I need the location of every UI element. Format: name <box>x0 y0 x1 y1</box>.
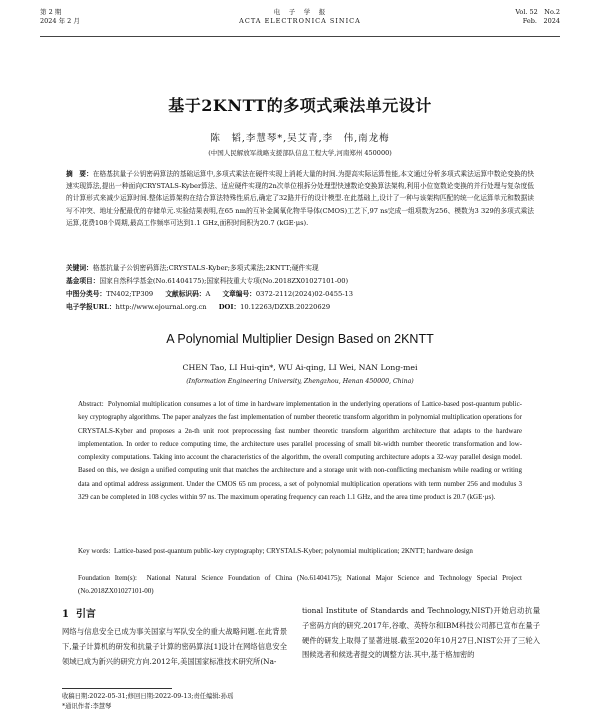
footnote-dates: 收稿日期:2022-05-31;修回日期:2022-09-13;责任编辑:孙瑶 <box>62 693 234 700</box>
header-center <box>40 8 560 26</box>
footnote <box>62 692 233 711</box>
abstract-en <box>78 398 522 504</box>
running-header <box>40 8 560 34</box>
abstract-en-label: Abstract: <box>78 400 104 408</box>
affiliation-cn: (中国人民解放军战略支援部队信息工程大学,河南郑州 450000) <box>208 149 392 157</box>
header-rule <box>40 36 560 37</box>
volume: Vol. 52 No.2 <box>515 8 560 16</box>
abstract-cn <box>66 168 534 229</box>
abstract-cn-text: 在格基抗量子公钥密码算法的基础运算中,多项式乘法在硬件实现上消耗大量的时间.为提高实际运算性能,本文通过分析多项式乘法运算中数论变换的快速实现算法,提出一种面向CRYSTALS-Kyber算法、适应硬件实现的2n次单位根拆分处理型快速数论变换算法架构,利用小位宽数论变换的并行处理与复杂度低的计算形式来减少运算时间.整体运算架构在结合算法特殊性质后,确定了32路并行的设计模型.在此基础上,设计了一种与该架构匹配的统一化运算单元和数据读写不冲突、地址分配最优的存储单元.实验结果表明,在65 nm的互补金属氧化物半导体(CMOS)工艺下,97 ns完成一组项数为256、模数为3 329的多项式乘法运算,花费108个周期,最高工作频率可达到1.1 GHz,面积时间积为20.7 (kGE·μs). <box>66 170 535 227</box>
fund-cn: 基金项目：国家自然科学基金(No.61404175);国家科技重大专项(No.2018ZX01027101-00) <box>66 277 349 285</box>
header-right <box>515 8 560 26</box>
authors-en: CHEN Tao, LI Hui-qin*, WU Ai-qing, LI Wei, NAN Long-mei <box>182 363 418 372</box>
keywords-en: Key words: Lattice-based post-quantum public-key cryptography; CRYSTALS-Kyber; polynomial multiplication; 2KNTT; hardware design <box>78 547 473 555</box>
url-doi-cn: 电子学报URL：http://www.ejournal.org.cn DOI：10.12263/DZXB.20220629 <box>66 303 331 311</box>
footnote-rule <box>62 688 172 689</box>
title-cn: 基于2KNTT的多项式乘法单元设计 <box>168 96 432 115</box>
abstract-cn-label: 摘 要： <box>66 170 93 178</box>
abstract-en-text: Polynomial multiplication consumes a lot of time in hardware implementation in the underlying operations of Lattice-based post-quantum public-key cryptography algorithms. The paper analyzes the fast implementation of number theoretic transform algorithm in polynomial multiplication operations for CRYSTALS-Kyber and proposes a 2n-th unit root preprocessing fast number theoretic transform algorithm architecture that adapts to the hardware implementation. In order to reduce computing time, the architecture uses parallel processing of small bit-width number theoretic transformation and low-complexity computations. Taking into account the characteristics of the algorithm, the overall computing architecture adopts a 32-way parallel design model. Based on this, we design a unified computing unit that matches the architecture and a storage unit with non-conflicting mechanism while reading or writing data and optimal address assignment. Under the CMOS 65 nm process, a set of polynomial multiplication operations with term number 256 and modulus 3 329 can be completed in 108 cycles within 97 ns. The maximum operating frequency can reach 1.1 GHz, and the area time product is 20.7 (kGE·μs). <box>78 400 523 502</box>
affiliation-en: (Information Engineering University, Zhengzhou, Henan 450000, China) <box>186 378 414 385</box>
issue-cn: 第 2 期 <box>40 8 62 16</box>
journal-url[interactable]: http://www.ejournal.org.cn <box>115 303 207 311</box>
classification-cn: 中图分类号：TN402;TP309 文献标识码：A 文章编号：0372-2112(2024)02-0455-13 <box>66 290 353 298</box>
date-en: Feb. 2024 <box>522 17 560 25</box>
journal-name-cn: 电 子 学 报 <box>273 8 327 16</box>
section-heading: 1 引言 <box>62 609 96 620</box>
keywords-cn: 关键词：格基抗量子公钥密码算法;CRYSTALS-Kyber;多项式乘法;2KNTT;硬件实现 <box>66 264 319 272</box>
date-cn: 2024 年 2 月 <box>40 17 80 25</box>
fund-en: Foundation Item(s): National Natural Science Foundation of China (No.61404175); National Major Science and Technology Special Project (No.2018ZX01027101-00) <box>78 574 523 596</box>
doi[interactable]: 10.12263/DZXB.20220629 <box>240 303 331 311</box>
body-right-column: tional Institute of Standards and Technology,NIST)开始启动抗量子密码方向的研究.2017年,谷歌、英特尔和IBM科技公司都已宣布在量子硬件的研发上取得了显著进展.截至2020年10月27日,NIST公开了三轮入围候选者和候选者提交的调整方法.其中,基于格加密的 <box>302 606 540 660</box>
title-en: A Polynomial Multiplier Design Based on 2KNTT <box>166 332 434 346</box>
journal-name-en: ACTA ELECTRONICA SINICA <box>239 17 361 25</box>
authors-cn: 陈 韬,李慧琴*,吴艾青,李 伟,南龙梅 <box>210 133 390 144</box>
footnote-corresponding: *通讯作者:李慧琴 <box>62 702 112 710</box>
body-left-column: 网络与信息安全已成为事关国家与军队安全的重大战略问题.在此背景下,量子计算机的研发和抗量子计算的密码算法[1]设计在网络信息安全领域已成为新兴的研究方向.2012年,美国国家标准技术研究所(Na- <box>62 627 287 666</box>
